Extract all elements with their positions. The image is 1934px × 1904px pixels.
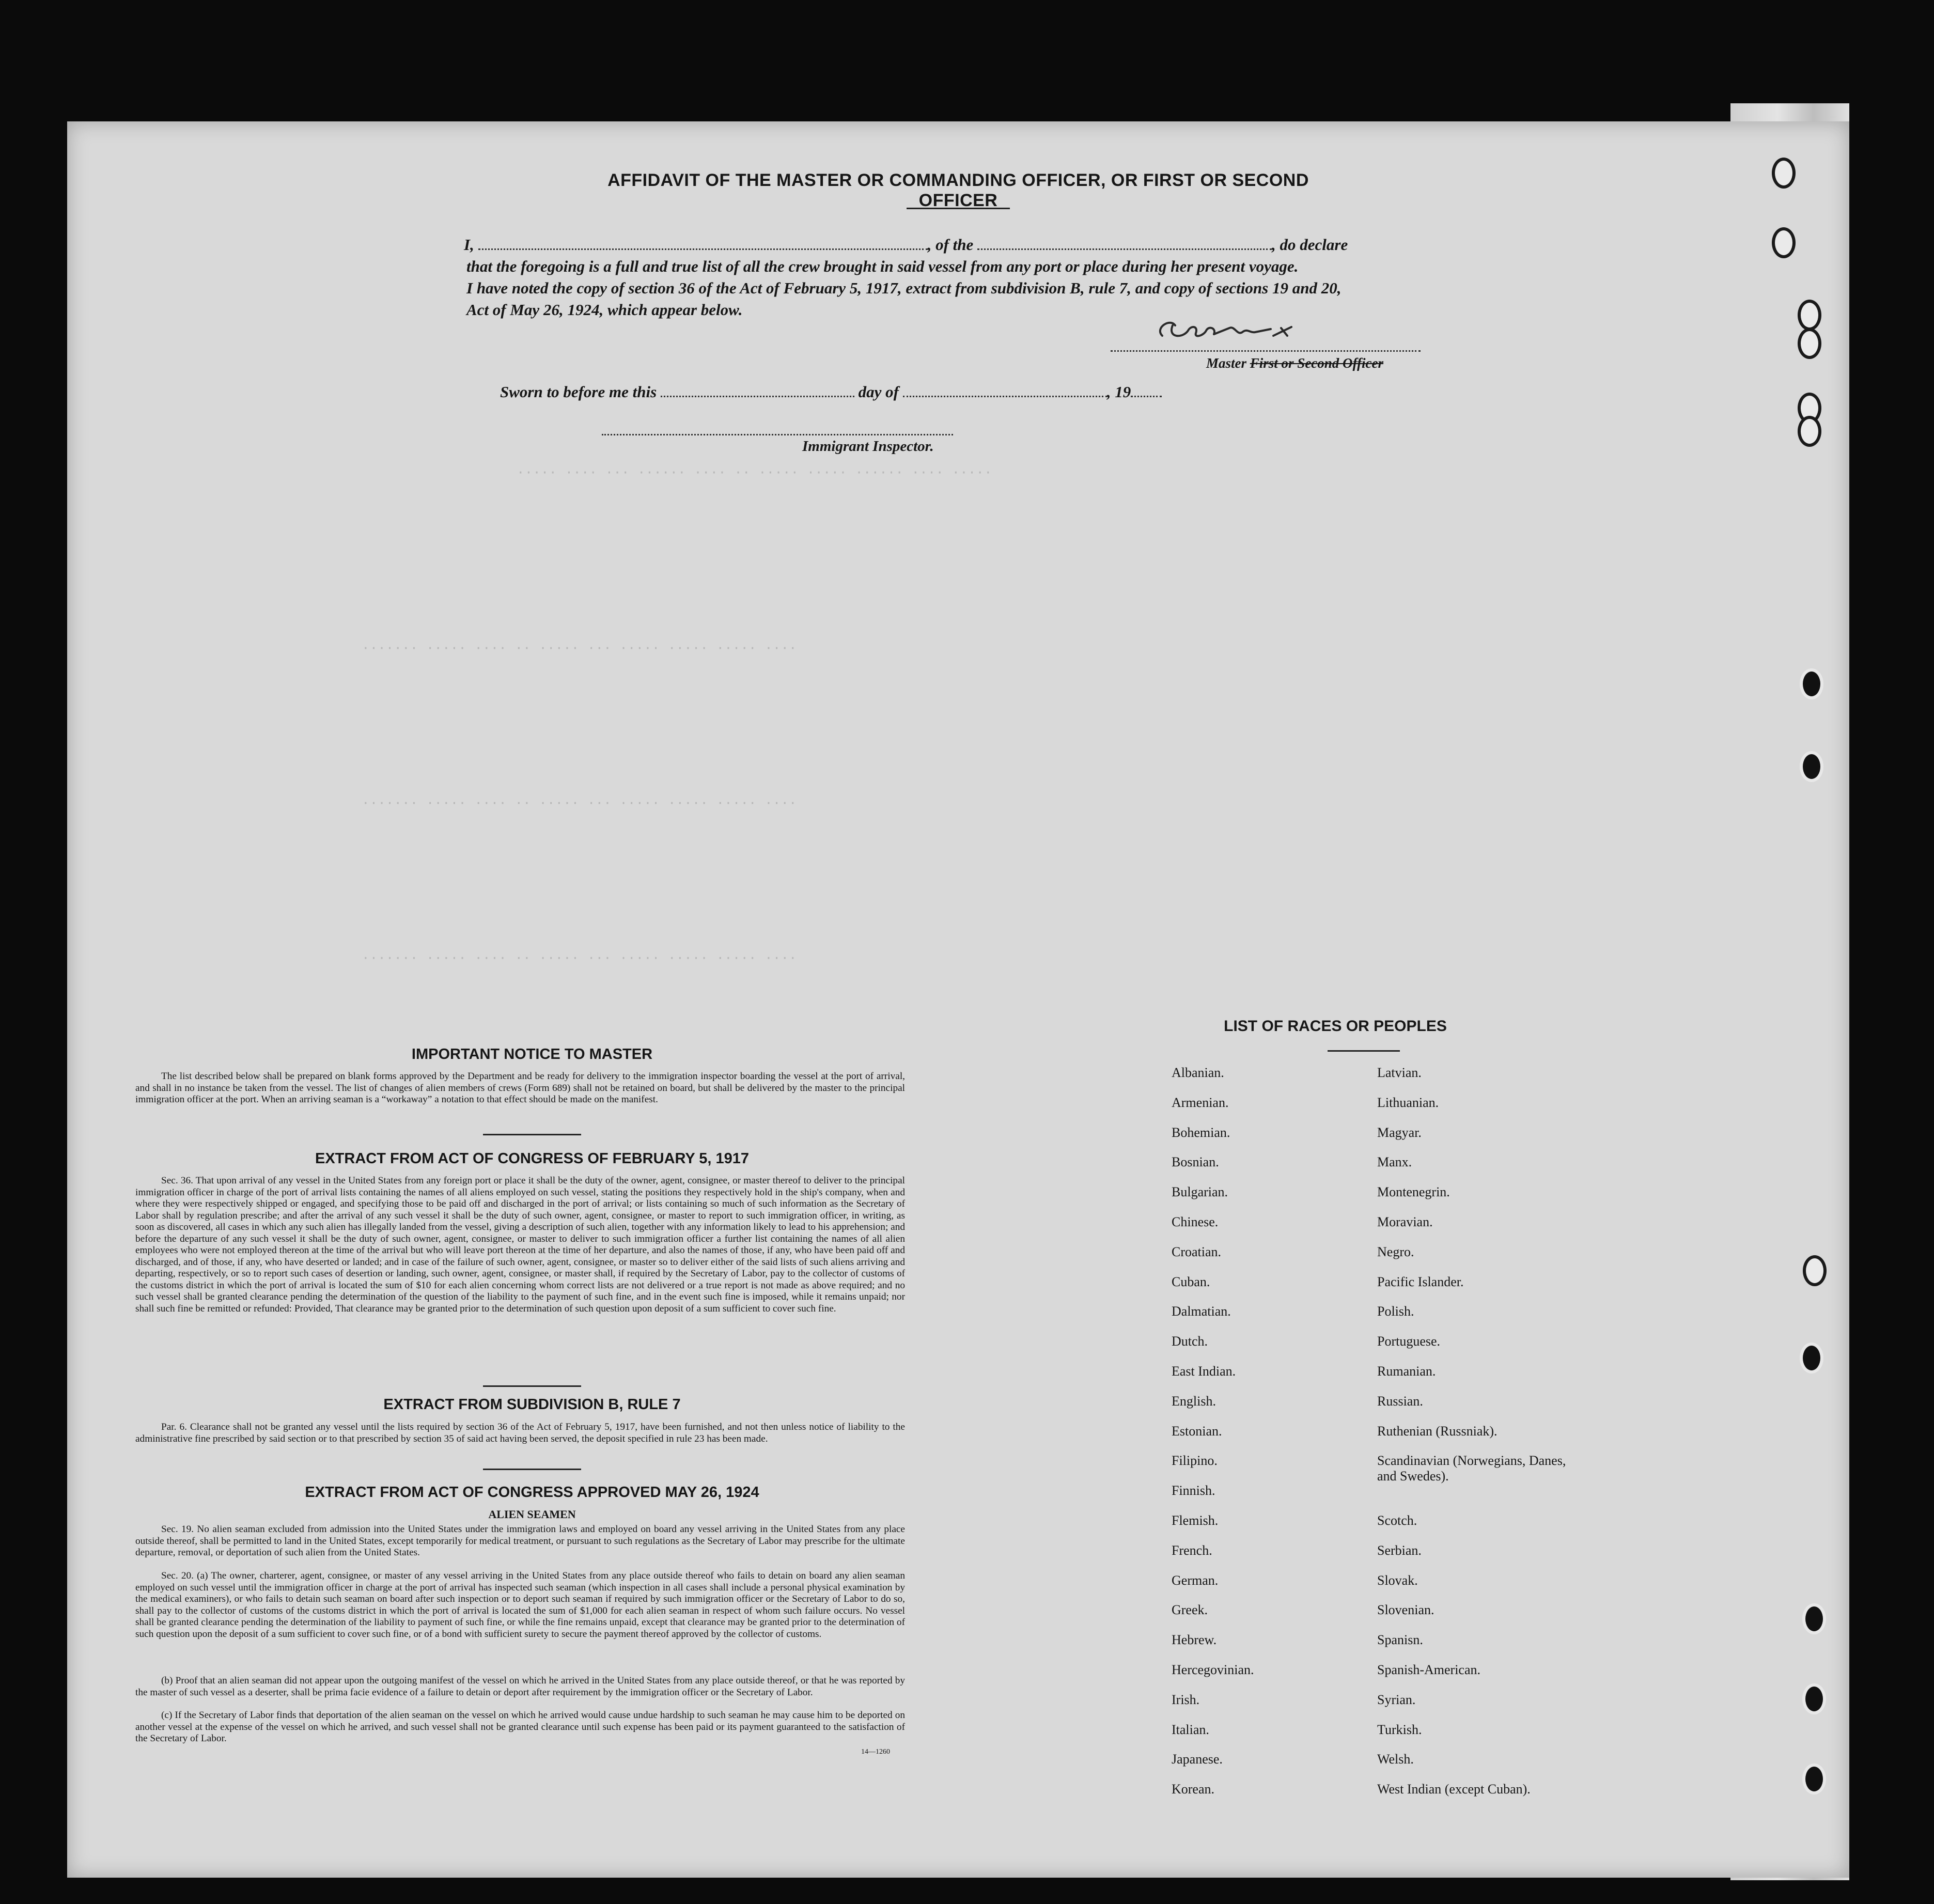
- alien-seamen-subheading: ALIEN SEAMEN: [488, 1508, 576, 1521]
- race-item: Irish.: [1172, 1692, 1200, 1707]
- race-item: Montenegrin.: [1377, 1184, 1450, 1200]
- race-item: Scotch.: [1377, 1512, 1417, 1528]
- sworn-label: Sworn to before me this: [500, 383, 657, 401]
- sworn-statement: [500, 382, 1162, 401]
- declarant-prefix: I,: [464, 236, 474, 254]
- race-item: Portuguese.: [1377, 1334, 1441, 1349]
- race-item: Serbian.: [1377, 1542, 1422, 1558]
- affidavit-text-line-4: Act of May 26, 1924, which appear below.: [466, 301, 743, 319]
- race-item: Finnish.: [1172, 1483, 1215, 1499]
- race-item: Croatian.: [1172, 1244, 1222, 1259]
- race-item: Welsh.: [1377, 1752, 1414, 1767]
- race-item: Albanian.: [1172, 1065, 1224, 1080]
- race-item: Slovak.: [1377, 1572, 1418, 1588]
- form-number: 14—1260: [861, 1748, 890, 1756]
- day-of-label: day of: [858, 383, 899, 401]
- affidavit-declaration-line: [464, 235, 1348, 254]
- race-item: Spanish-American.: [1377, 1662, 1481, 1677]
- race-item: Pacific Islander.: [1377, 1274, 1464, 1289]
- affidavit-text-line-3: I have noted the copy of section 36 of the Act of February 5, 1917, extract from subdivision B, rule 7, and copy of sections 19 and 20,: [466, 279, 1342, 297]
- race-item: Armenian.: [1172, 1095, 1229, 1110]
- race-item: Italian.: [1172, 1722, 1209, 1737]
- sworn-day-field[interactable]: [661, 382, 854, 397]
- races-divider: [1328, 1050, 1400, 1052]
- race-item: East Indian.: [1172, 1363, 1236, 1379]
- race-item: Flemish.: [1172, 1512, 1219, 1528]
- act-1917-heading: EXTRACT FROM ACT OF CONGRESS OF FEBRUARY 5, 1917: [315, 1150, 750, 1167]
- races-list-right: [1377, 1065, 1579, 1812]
- races-list-left: [1172, 1065, 1254, 1812]
- title-divider: [907, 208, 1010, 209]
- race-item: Dalmatian.: [1172, 1304, 1231, 1319]
- notice-heading: IMPORTANT NOTICE TO MASTER: [411, 1046, 653, 1063]
- vessel-prefix: , of the: [927, 236, 974, 254]
- race-item: Cuban.: [1172, 1274, 1210, 1289]
- master-signature: [1152, 313, 1359, 349]
- act-1924-sec20c: (c) If the Secretary of Labor finds that deportation of the alien seaman on the vessel on which he arrived would cause undue hardship to such seaman he may cause him to be deported on another vessel at the expense of the vessel on which he arrived, and such vessel shall not be granted clearance until such expense has been paid or its payment guaranteed to the satisfaction of the Secretary of Labor.: [135, 1710, 905, 1744]
- signature-line[interactable]: [1111, 350, 1421, 352]
- race-item: Hercegovinian.: [1172, 1662, 1254, 1677]
- race-item: Ruthenian (Russniak).: [1377, 1423, 1498, 1439]
- section-divider: [483, 1385, 581, 1387]
- act-1917-text: Sec. 36. That upon arrival of any vessel in the United States from any foreign port or place it shall be the duty of the owner, agent, consignee, or master thereof to deliver to the principal immigration officer in charge of the port of arrival lists containing the names of all aliens employed on such vessel, stating the positions they respectively hold in the ship's company, when and where they were respectively shipped or engaged, and specifying those to be paid off and discharged in the port of arrival; or lists containing so much of such information as the Secretary of Labor shall by regulation prescribe; and after the arrival of any such vessel it shall be the duty of such owner, agent, consignee, or master to report to such immigration officer, in writing, as soon as discovered, all cases in which any such alien has illegally landed from the vessel, giving a description of such alien, together with any information likely to lead to his apprehension; and before the departure of any such vessel it shall be the duty of such owner, agent, consignee, or master to deliver to such immigration officer a further list containing the names of all alien employees who were not employed thereon at the time of the arrival but who will leave port thereon at the time of her departure, and also the names of those, if any, who have been paid off and discharged, and of those, if any, who have deserted or landed; and in case of the failure of such owner, agent, consignee, or master so to deliver either of the said lists of such aliens arriving and departing, respectively, or so to report such cases of desertion or landing, such owner, agent, consignee, or master shall, if required by the Secretary of Labor, pay to the collector of customs of the customs district in which the port of arrival is located the sum of $10 for each alien concerning whom correct lists are not delivered or a true report is not made as above required; and no such vessel shall be granted clearance pending the determination of the question of the liability to the payment of such fine, and in the event such fine is imposed, while it remains unpaid; nor shall such fine be remitted or refunded: Provided, That clearance may be granted prior to the determination of such question upon deposit of a sum sufficient to cover such fine.: [135, 1175, 905, 1314]
- race-item: Japanese.: [1172, 1752, 1223, 1767]
- race-item: Slovenian.: [1377, 1602, 1434, 1618]
- race-item: Turkish.: [1377, 1722, 1422, 1737]
- inspector-caption: Immigrant Inspector.: [802, 438, 934, 455]
- race-item: Chinese.: [1172, 1214, 1219, 1229]
- affidavit-title: AFFIDAVIT OF THE MASTER OR COMMANDING OFFICER, OR FIRST OR SECOND OFFICER: [607, 170, 1309, 210]
- race-item: Negro.: [1377, 1244, 1414, 1259]
- race-item: Bulgarian.: [1172, 1184, 1228, 1200]
- race-item: German.: [1172, 1572, 1219, 1588]
- race-item: Rumanian.: [1377, 1363, 1436, 1379]
- race-item: Bohemian.: [1172, 1125, 1230, 1140]
- race-item: Latvian.: [1377, 1065, 1422, 1080]
- rule-7-heading: EXTRACT FROM SUBDIVISION B, RULE 7: [383, 1396, 681, 1413]
- act-1924-heading: EXTRACT FROM ACT OF CONGRESS APPROVED MAY 26, 1924: [305, 1484, 759, 1501]
- race-item: Korean.: [1172, 1782, 1215, 1797]
- race-item: English.: [1172, 1393, 1216, 1409]
- rule-7-text: Par. 6. Clearance shall not be granted any vessel until the lists required by section 36 of the Act of February 5, 1917, have been furnished, and not then unless notice of liability to the administrative fine prescribed by said section or to that prescribed by section 35 of said act having been served, the deposit specified in rule 23 has been made.: [135, 1422, 905, 1444]
- sworn-year-field[interactable]: [1131, 382, 1162, 397]
- section-divider: [483, 1469, 581, 1470]
- race-item: Filipino.: [1172, 1453, 1218, 1469]
- race-item: Dutch.: [1172, 1334, 1208, 1349]
- year-label: , 19: [1106, 383, 1131, 401]
- race-item: Polish.: [1377, 1304, 1414, 1319]
- race-item: Magyar.: [1377, 1125, 1422, 1140]
- act-1924-sec20b: (b) Proof that an alien seaman did not appear upon the outgoing manifest of the vessel on which he arrived in the United States from any place outside thereof, or that he was reported by the master of such vessel as a deserter, shall be prima facie evidence of a failure to detain or deport after requirement by the immigration officer or the Secretary of Labor.: [135, 1675, 905, 1698]
- race-item: Scandinavian (Norwegians, Danes, and Swedes).: [1377, 1453, 1566, 1484]
- race-item: Manx.: [1377, 1154, 1412, 1170]
- race-item: Syrian.: [1377, 1692, 1416, 1707]
- race-item: Greek.: [1172, 1602, 1208, 1618]
- race-item: Spanisn.: [1377, 1632, 1423, 1648]
- race-item: Russian.: [1377, 1393, 1423, 1409]
- act-1924-sec20a: Sec. 20. (a) The owner, charterer, agent, consignee, or master of any vessel arriving in the United States from any place outside thereof who fails to detain on board any alien seaman employed on such vessel until the immigration officer in charge at the port of arrival has inspected such seaman (which inspection in all cases shall include a personal physical examination by the medical examiners), or who fails to detain such seaman on board after such inspection or to deport such seaman if required by such immigration officer or the Secretary of Labor to do so, shall pay to the collector of customs of the customs district in which the port of arrival is located the sum of $1,000 for each alien seaman in respect of whom such failure occurs. No vessel shall be granted clearance pending the determination of the liability to payment of such fine, or while the fine remains unpaid, except that clearance may be granted prior to the determination of such question upon the deposit of a sum sufficient to cover such fine, or of a bond with sufficient surety to secure the payment thereof approved by the collector of customs.: [135, 1570, 905, 1640]
- signature-caption: [1206, 355, 1383, 371]
- race-item: Lithuanian.: [1377, 1095, 1439, 1110]
- officer-label-struck: First or Second Officer: [1250, 355, 1384, 371]
- race-item: Moravian.: [1377, 1214, 1433, 1229]
- race-item: French.: [1172, 1542, 1212, 1558]
- master-label: Master: [1206, 355, 1247, 371]
- races-heading: LIST OF RACES OR PEOPLES: [1224, 1018, 1447, 1035]
- notice-text: The list described below shall be prepared on blank forms approved by the Department and be ready for delivery to the immigration inspector boarding the vessel at the port of arrival, and shall in no instance be taken from the vessel. The list of changes of alien members of crews (Form 689) shall not be retained on board, but shall be delivered by the master to the principal immigration officer at the port. When an arriving seaman is a “workaway” a notation to that effect should be made on the manifest.: [135, 1071, 905, 1105]
- race-item: Estonian.: [1172, 1423, 1222, 1439]
- declare-suffix: , do declare: [1272, 236, 1348, 254]
- sworn-month-field[interactable]: [903, 382, 1107, 397]
- race-item: Bosnian.: [1172, 1154, 1219, 1170]
- race-item: West Indian (except Cuban).: [1377, 1782, 1531, 1797]
- affidavit-text-line-2: that the foregoing is a full and true list of all the crew brought in said vessel from any port or place during her present voyage.: [466, 257, 1299, 275]
- vessel-name-field[interactable]: [977, 235, 1272, 250]
- race-item: Hebrew.: [1172, 1632, 1217, 1648]
- section-divider: [483, 1134, 581, 1135]
- inspector-signature-line[interactable]: [602, 434, 953, 435]
- act-1924-sec19: Sec. 19. No alien seaman excluded from admission into the United States under the immigration laws and employed on board any vessel arriving in the United States from any place outside thereof, shall be permitted to land in the United States, except temporarily for medical treatment, or pursuant to such regulations as the Secretary of Labor may prescribe for the ultimate departure, removal, or deportation of such alien from the United States.: [135, 1524, 905, 1558]
- declarant-name-field[interactable]: [478, 235, 928, 250]
